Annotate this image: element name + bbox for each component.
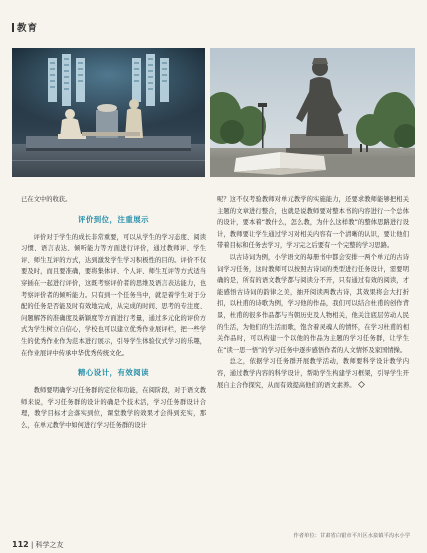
journal-name: 科学之友 [35, 541, 64, 549]
page-number: 112 [12, 540, 29, 549]
intro-paragraph: 已在文中的收获。 [21, 196, 72, 203]
outdoor-sculpture-photo [210, 48, 415, 177]
heading-evaluation: 评价到位，注重展示 [77, 214, 150, 224]
page-footer [12, 540, 64, 550]
museum-interior-photo [12, 48, 205, 177]
heading-design: 精心设计，有效阅读 [77, 368, 150, 378]
conclusion-paragraph: 总之，依据学习任务群开展教学活动，教师要科学设计教学内容，通过教学内容的科学设计，帮助学生构建学习框架，引导学生开展自主合作探究，从而有效提高他们的语文素养。 [217, 358, 409, 389]
left-text-column [21, 194, 206, 432]
section-tag: 教育 [12, 20, 38, 34]
end-mark-icon [358, 381, 365, 388]
design-paragraph: 教师要明确学习任务群的定位和功能，在阅阶段，对于语文教师来说，学习任务群的设计的确是个技术活，学习任务群设计合理，教学目标才会落实到位，课堂教学的效果才会得到充实，那么，在单元教学中如何进行学习任务群的设计 [21, 387, 206, 429]
author-affiliation: 作者单位：甘肃省白银市平川区水泉镇平沟水小学 [293, 533, 410, 539]
continuation-paragraph: 呢？这不仅考验教师对单元教学的实施能力，还要求教师能够把相关主题的文章进行整合，也就是说教师要对整本书的内容进行一个总体的设计，要本着“教什么，怎么教，为什么这样教”的整体思路进行设计，教师要让学生通过学习对相关内容有一个清晰的认识，要让他们带着目标和任务去学习，学习完之后要有一个完整的学习思路。 [217, 196, 409, 250]
museum-interior-illustration [12, 48, 205, 177]
evaluation-paragraph: 评价对于学生的成长非常重要，可以从学生的学习态度、阅读习惯、语言表达、倾听能力等方面进行评价，通过教师评、学生评、师生互评的方式，达到激发学生学习积极性的目的。评价不仅要及时，而且要准确，要将集体评、个人评、师生互评等方式适当穿插在一起进行评价，这既考察评价者的思维及语言表达能力，也考察评价者的倾听能力。只有到一个任务当中，就是着学生对于分配的任务是否能及时有效地完成，从完成的时间、思考的专注度、问题解答的准确度及新颖度等方面进行考量，通过多元化的评价方式为学生树立自信心，学校也可以建立优秀作业展评栏，把一些学生的优秀作业作为范本进行展示，引导学生体验仪式学习的乐趣，在作业展评中传承中华优秀传统文化。 [21, 233, 206, 357]
poetry-paragraph: 以古诗词为例，小学语文的每册书中都会安排一两个单元的古诗词学习任务，这时教师可以按照古诗词的类型进行任务设计，需要明确的是，所有的语文教学都与阅读分不开，只有通过有效的阅读，才能感悟古诗词的韵律之美，抽开阅读两教古诗，其效果将会大打折扣，以杜甫的诗歌为例，学习他的作品，我们可以结合杜甫的创作背景，杜甫的很多作品都与当朝历史及人物相关，他关注底层劳动人民的生活，为他们的生活而歌，饱含着灵魂人的情怀，在学习杜甫的相关作品时，可以构建一个以他的作品为主题的学习任务群，让学生在“读一思一悟”的学习任务中逐步感悟作者的人文情怀及家国情操。 [217, 253, 409, 354]
section-bar-icon [12, 23, 14, 32]
sculpture-illustration [210, 48, 415, 177]
right-text-column [217, 194, 409, 391]
footer-separator: | [30, 541, 34, 549]
header-bar [0, 0, 427, 42]
